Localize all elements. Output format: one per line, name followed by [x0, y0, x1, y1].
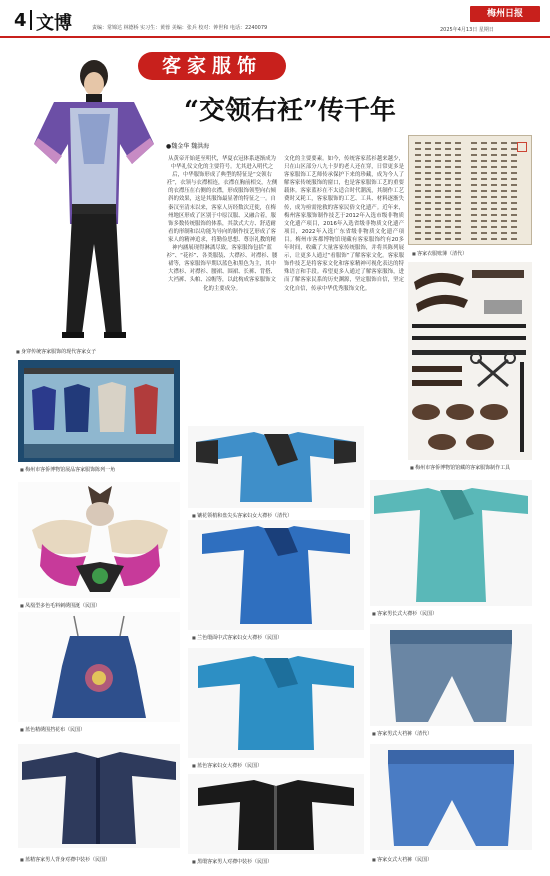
pants-min-caption: ■ 客家女式大裆裤（民国） — [372, 856, 432, 863]
men-jacket-photo — [18, 744, 180, 848]
black-jacket-photo — [188, 774, 364, 854]
page-header — [0, 0, 550, 38]
blue-jacket-photo — [188, 426, 364, 508]
long-gown-caption: ■ 客家男长式大襟衫（民国） — [372, 610, 437, 617]
header-divider — [30, 10, 32, 30]
newspaper-logo: 梅州日报 — [470, 6, 540, 22]
long-gown-photo — [370, 480, 532, 606]
black-jacket-caption: ■ 黑缎客家男人对襟中装衫（民国） — [192, 858, 272, 865]
hero-caption: ■ 身穿传统客家服饰的现代客家女子 — [16, 348, 96, 355]
exhibit-photo — [18, 360, 180, 462]
section-name: 文博 — [36, 13, 72, 34]
tools-photo — [408, 262, 532, 460]
ledger-document-photo — [408, 135, 532, 245]
men-jacket-caption: ■ 蓝精客家男人背身对襟中装衫（民国） — [20, 856, 110, 863]
blue-jacket-caption: ■ 镶花领梢和盘尖头客家妇女大襟衫（清代） — [192, 512, 292, 519]
pants-min-photo — [370, 744, 532, 850]
issue-date: 2025年4月13日 星期日 — [440, 27, 494, 33]
exhibit-caption: ■ 梅州市客侨博物馆展品客家服饰陈列一角 — [20, 466, 115, 473]
pants-qing-caption: ■ 客家男式大裆裤（清代） — [372, 730, 432, 737]
headdress-photo — [18, 482, 180, 598]
long-robe-photo — [188, 520, 364, 630]
short-jacket-photo — [188, 648, 364, 758]
pants-qing-photo — [370, 624, 532, 726]
page-number: 4 — [14, 10, 27, 31]
short-jacket-caption: ■ 蓝色客家妇女大襟衫（民国） — [192, 762, 262, 769]
tools-caption: ■ 梅州市客侨博物馆馆藏的客家服饰制作工具 — [410, 464, 510, 471]
editors-line: 责编：常锦达 林德桥 实习生：黄蓉 美编：张兵 校对：钟世和 电话：2240079 — [92, 25, 268, 31]
article-column-1: 从黄帝开始延至明代，华夏衣冠体系逐渐成为中华礼仪文化的主要符号。尤其进入明代之后，中华服饰形成了典型的特征是“交领右衽”，衣领与衣襟相连，衣襟在胸前相交，左侧的衣襟压在右侧的衣襟，形成服饰领型向右倾斜的效果，这是其服饰最显著的特征之一。自秦汉至清末以来，客家人历经数次迁徙，在梅州地区形成了区别于中原汉服、又融合着，服饰多数传统服饰的体系，其款式大方、舒适耐看的形制和以功能为导向的制作技艺形成了客家人的精神追求，将勤俭思想、尊崇礼教的精神内涵展现得淋漓尽致。客家服饰包括“蓝衫”、“花衫”、各类服装、大襟衫、对襟衫、腰裙等，客家服饰早期以蓝色和黑色为主，其中大襟衫、对襟衫、腰裙、围裙、长裤、背搭、大裆裤、头帕、凉帽等，以此构成客家服饰文化的主要成分。 — [166, 156, 278, 292]
apron-caption: ■ 蓝色精绣围挡花布（民国） — [20, 726, 85, 733]
headdress-caption: ■ 凤凰型多色毛料刺绣围涎（民国） — [20, 602, 100, 609]
document-caption: ■ 客家衣服账簿（清代） — [412, 250, 467, 257]
byline: ●魏金华 魏洪海 — [166, 143, 210, 150]
article-title: “交领右衽”传千年 — [184, 96, 396, 126]
hero-photo — [14, 54, 166, 344]
apron-photo — [18, 612, 180, 722]
article-kicker: 客家服饰 — [138, 52, 286, 80]
long-robe-caption: ■ 兰色缎面中式客家妇女大襟衫（民国） — [192, 634, 282, 641]
article-column-2: 文化的主要要素。如今，传统客家蓝衫越来越少，只在山区部分八九十岁的老人还在穿，日常更多是客家服饰工艺师传承保护下来的珍藏，成为今人了解客家传统服饰的窗口，也是客家服饰工艺的重要载体。客家蓝衫在不太适合时代潮流，其制作工艺费时又耗工，客家服饰的工艺、工具、材料逐渐失传，成为亟需抢救的客家民俗文化遗产。近年来，梅州客家服饰制作技艺于2012年入选市级非物质文化遗产项目，2016年入选省级非物质文化遗产项目，2022年入选广东省级非物质文化遗产项目。梅州市客都博物馆现藏有客家服饰约有20多年时间，收藏了大量客家传统服饰，并将其陈列展示，让更多人通过“看服饰”了解客家文化。客家服饰作技艺是将客家文化和客家精神可视化表达的特殊语言和手段。希望更多人通过了解客家服饰，进而了解客家民系的历史渊源，坚定服饰自信，坚定文化自信，传承中华优秀服饰文化。 — [284, 156, 404, 292]
